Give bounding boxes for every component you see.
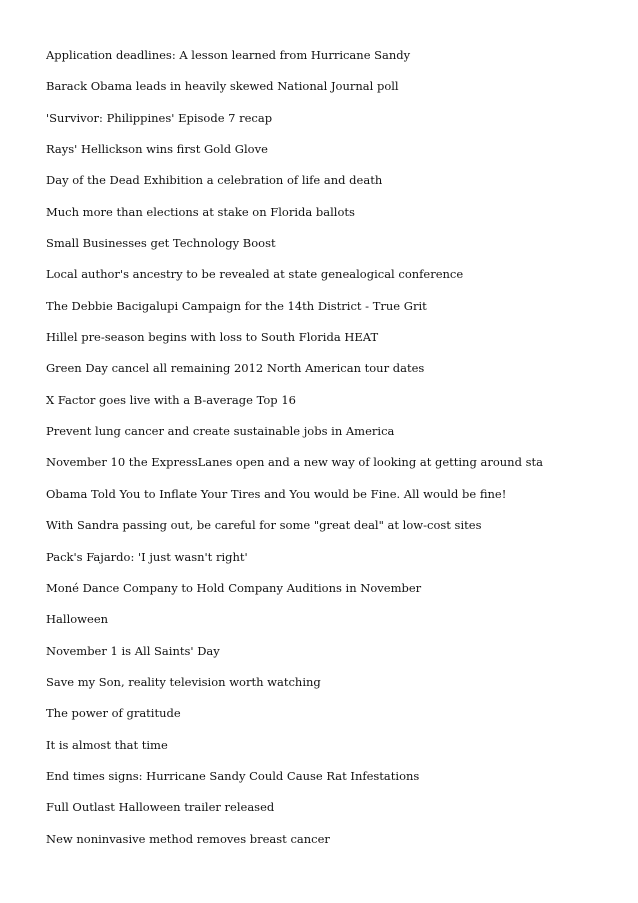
- headline-item: Hillel pre-season begins with loss to South Florida HEAT: [46, 330, 379, 345]
- headline-item: New noninvasive method removes breast cancer: [46, 831, 330, 846]
- headline-item: The power of gratitude: [46, 706, 181, 721]
- headline-item: With Sandra passing out, be careful for some "great deal" at low-cost sites: [46, 518, 482, 533]
- headline-item: Moné Dance Company to Hold Company Auditions in November: [46, 580, 422, 595]
- headline-item: Small Businesses get Technology Boost: [46, 236, 276, 251]
- headline-item: Halloween: [46, 612, 109, 627]
- headline-item: Prevent lung cancer and create sustainable jobs in America: [46, 424, 395, 439]
- headline-item: November 10 the ExpressLanes open and a new way of looking at getting around sta: [46, 455, 543, 470]
- headline-item: Obama Told You to Inflate Your Tires and You would be Fine. All would be fine!: [46, 486, 507, 501]
- headline-item: X Factor goes live with a B-average Top 16: [46, 392, 296, 407]
- headline-item: November 1 is All Saints' Day: [46, 643, 220, 658]
- headline-item: Pack's Fajardo: 'I just wasn't right': [46, 549, 248, 564]
- headline-item: 'Survivor: Philippines' Episode 7 recap: [46, 110, 273, 125]
- headline-item: Green Day cancel all remaining 2012 North American tour dates: [46, 361, 425, 376]
- headline-item: Application deadlines: A lesson learned from Hurricane Sandy: [46, 48, 411, 62]
- headline-item: It is almost that time: [46, 737, 168, 752]
- headline-item: Save my Son, reality television worth watching: [46, 674, 321, 689]
- headline-item: The Debbie Bacigalupi Campaign for the 14th District - True Grit: [46, 298, 427, 313]
- headline-item: Barack Obama leads in heavily skewed National Journal poll: [46, 79, 399, 94]
- headline-item: Full Outlast Halloween trailer released: [46, 800, 275, 815]
- headline-item: Day of the Dead Exhibition a celebration of life and death: [46, 173, 383, 188]
- headline-item: Rays' Hellickson wins first Gold Glove: [46, 142, 268, 157]
- headline-list: [46, 48, 606, 863]
- headline-item: Much more than elections at stake on Florida ballots: [46, 204, 355, 219]
- headline-item: End times signs: Hurricane Sandy Could Cause Rat Infestations: [46, 768, 420, 783]
- headline-item: Local author's ancestry to be revealed at state genealogical conference: [46, 267, 464, 282]
